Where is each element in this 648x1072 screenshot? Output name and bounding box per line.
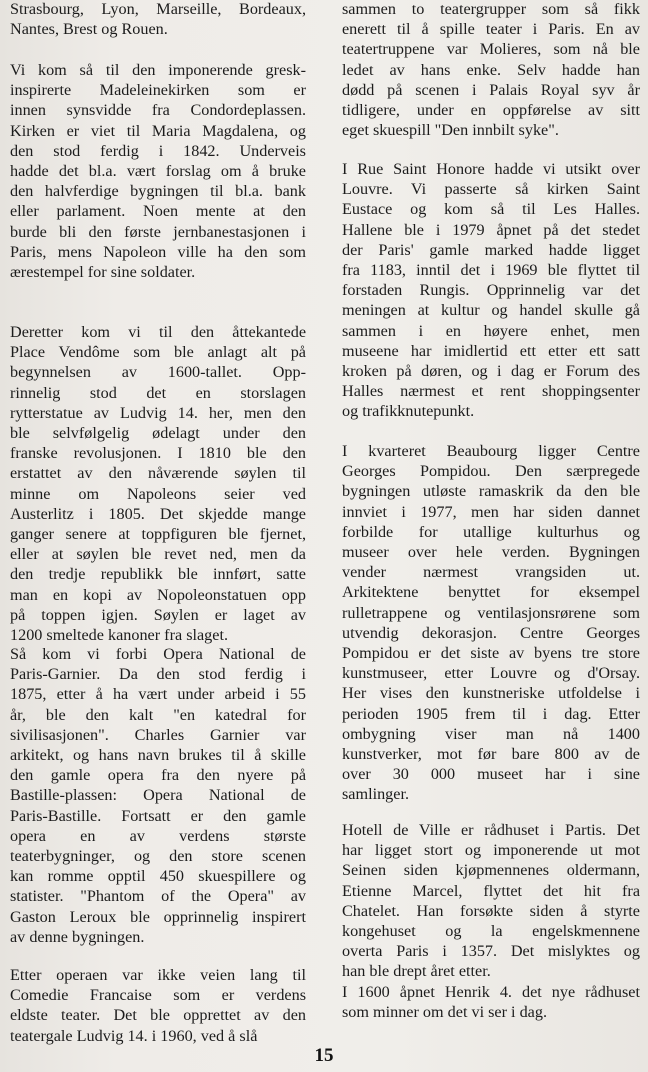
text-line: teaterbygninger, og den store scenen <box>10 847 306 866</box>
text-line: eller at søylen ble revet ned, men da <box>10 545 306 564</box>
text-line: Strasbourg, Lyon, Marseille, Bordeaux, <box>10 0 306 18</box>
text-line: Vi kom så til den imponerende gresk- <box>10 61 306 79</box>
text-line: burde bli den første jernbanestasjonen i <box>10 222 306 241</box>
text-line: eget skuespill "Den innbilt syke". <box>342 121 559 140</box>
text-line: Eustace og kom så til Les Halles. <box>342 200 640 219</box>
text-line: I Rue Saint Honore hadde vi utsikt over <box>342 160 640 178</box>
text-line: Nantes, Brest og Rouen. <box>10 20 168 39</box>
right_column-paragraph-2 <box>342 159 640 422</box>
text-line: inspirerte Madeleinekirken som er <box>10 81 306 100</box>
text-line: sammen i en høyere enhet, men <box>342 321 640 340</box>
text-line: overta Paris i 1357. Det mislyktes og <box>342 942 640 961</box>
text-line: ganger senere at toppfiguren ble fjernet, <box>10 525 306 544</box>
page-number: 15 <box>314 1045 334 1066</box>
text-line: Etienne Marcel, flyttet det hit fra <box>342 881 640 900</box>
left_column-paragraph-5 <box>10 965 306 1046</box>
text-line: museer over hele verden. Bygningen <box>342 543 640 562</box>
text-line: teatertruppene var Molieres, som nå ble <box>342 40 640 59</box>
text-line: Louvre. Vi passerte så kirken Saint <box>342 180 640 199</box>
text-line: Austerlitz i 1805. Det skjedde mange <box>10 504 306 523</box>
text-line: Pompidou er det siste av byens tre store <box>342 644 640 663</box>
text-line: har ligget stort og imponerende ut mot <box>342 841 640 860</box>
text-line: meningen at kultur og handel skulle gå <box>342 301 640 320</box>
text-line: over 30 000 museet har i sine <box>342 765 640 784</box>
text-line: begynnelsen av 1600-tallet. Opp- <box>10 363 306 382</box>
text-line: I 1600 åpnet Henrik 4. det nye rådhuset <box>342 983 640 1001</box>
text-line: kongehuset og la engelskmennene <box>342 922 640 941</box>
text-line: Place Vendôme som ble anlagt alt på <box>10 343 306 362</box>
text-line: den tredje republikk ble innført, satte <box>10 565 306 584</box>
text-line: Paris-Garnier. Da den stod ferdig i <box>10 665 306 684</box>
text-line: Halles nærmest et rent shoppingsenter <box>342 382 640 401</box>
text-line: Hotell de Ville er rådhuset i Partis. Det <box>342 821 640 839</box>
text-line: forstaden Rungis. Opprinnelig var det <box>342 281 640 300</box>
left_column-paragraph-4 <box>10 644 306 947</box>
text-line: eldste teater. Det ble opprettet av den <box>10 1006 306 1025</box>
text-line: rytterstatue av Ludvig 14. her, men den <box>10 403 306 422</box>
text-line: arkitekt, og hans navn brukes til å skille <box>10 746 306 765</box>
text-line: I kvarteret Beaubourg ligger Centre <box>342 442 640 460</box>
text-line: og trafikknutepunkt. <box>342 402 475 421</box>
text-line: innviet i 1977, men har siden dannet <box>342 502 640 521</box>
text-line: enerett til å spille teater i Paris. En av <box>342 20 640 39</box>
text-line: kan romme opptil 450 skuespillere og <box>10 867 306 886</box>
text-line: 1200 smeltede kanoner fra slaget. <box>10 626 229 645</box>
text-line: kroken på døren, og i dag er Forum des <box>342 362 640 381</box>
text-line: tidligere, under en oppførelse av sitt <box>342 101 640 120</box>
text-line: han ble drept året etter. <box>342 962 491 981</box>
text-line: hadde det bl.a. vært forslag om å bruke <box>10 162 306 181</box>
text-line: Her vises den kunstneriske utfoldelse i <box>342 684 640 703</box>
text-line: erstattet av den nåværende søylen til <box>10 464 306 483</box>
text-line: rinnelig stod det en storslagen <box>10 383 306 402</box>
text-line: av denne bygningen. <box>10 927 145 946</box>
left_column-paragraph-2 <box>10 60 306 282</box>
text-line: franske revolusjonen. I 1810 ble den <box>10 444 306 463</box>
text-line: fra 1183, inntil det i 1969 ble flyttet til <box>342 261 640 280</box>
text-line: Bastille-plassen: Opera National de <box>10 786 306 805</box>
text-line: sammen to teatergrupper som så fikk <box>342 0 640 18</box>
text-line: utvendig dekorasjon. Centre Georges <box>342 623 640 642</box>
text-line: Etter operaen var ikke veien lang til <box>10 966 306 984</box>
text-line: den stod ferdig i 1842. Underveis <box>10 141 306 160</box>
text-line: samlinger. <box>342 785 409 804</box>
text-line: Hallene ble i 1979 åpnet på det stedet <box>342 220 640 239</box>
text-line: 1875, etter å ha vært under arbeid i 55 <box>10 685 306 704</box>
text-line: sivilisasjonen". Charles Garnier var <box>10 725 306 744</box>
text-line: forbilde for utallige kulturhus og <box>342 522 640 541</box>
text-line: minne om Napoleons seier ved <box>10 484 306 503</box>
left_column-paragraph-3 <box>10 322 306 645</box>
text-line: den halvferdige bygningen til bl.a. bank <box>10 182 306 201</box>
text-line: ledet av hans enke. Selv hadde han <box>342 60 640 79</box>
text-line: bygningen utløste ramaskrik da den ble <box>342 482 640 501</box>
text-line: som minner om det vi ser i dag. <box>342 1003 548 1022</box>
right_column-paragraph-3 <box>342 441 640 805</box>
left_column-paragraph-1 <box>10 0 306 39</box>
text-line: der Paris' gamle marked hadde ligget <box>342 240 640 259</box>
right_column-paragraph-1 <box>342 0 640 140</box>
text-line: rulletrappene og ventilasjonsrørene som <box>342 603 640 622</box>
right_column-paragraph-4 <box>342 820 640 982</box>
text-line: ærestempel for sine soldater. <box>10 263 196 282</box>
text-line: Gaston Leroux ble opprinnelig inspirert <box>10 907 306 926</box>
text-line: innen synsvidde fra Condordeplassen. <box>10 101 306 120</box>
text-line: Deretter kom vi til den åttekantede <box>10 323 306 341</box>
text-line: statister. "Phantom of the Opera" av <box>10 887 306 906</box>
text-line: Paris-Bastille. Fortsatt er den gamle <box>10 806 306 825</box>
text-line: ble selvfølgelig ødelagt under den <box>10 424 306 443</box>
text-line: ombygning viser man nå 1400 <box>342 724 640 743</box>
text-line: Arkitektene benyttet for eksempel <box>342 583 640 602</box>
text-line: Georges Pompidou. Den særpregede <box>342 462 640 481</box>
text-line: teatergale Ludvig 14. i 1960, ved å slå <box>10 1026 258 1045</box>
text-line: år, ble den kalt "en katedral for <box>10 705 306 724</box>
text-line: perioden 1905 frem til i dag. Etter <box>342 704 640 723</box>
text-line: opera en av verdens største <box>10 826 306 845</box>
text-line: Seinen siden kjøpmennenes oldermann, <box>342 861 640 880</box>
text-line: Chatelet. Han forsøkte siden å styrte <box>342 901 640 920</box>
text-line: kunstmuseer, etter Louvre og d'Orsay. <box>342 664 640 683</box>
text-line: eller parlament. Noen mente at den <box>10 202 306 221</box>
right_column-paragraph-5 <box>342 982 640 1022</box>
text-line: den gamle opera fra den nyere på <box>10 766 306 785</box>
text-line: vender nærmest vrangsiden ut. <box>342 563 640 582</box>
text-line: kunstverker, mot før bare 800 av de <box>342 745 640 764</box>
text-line: dødd på scenen i Palais Royal syv år <box>342 80 640 99</box>
text-line: museene har imidlertid ett etter ett satt <box>342 341 640 360</box>
text-line: Comedie Francaise som er verdens <box>10 986 306 1005</box>
text-line: Så kom vi forbi Opera National de <box>10 645 306 663</box>
text-line: man en kopi av Nopoleonstatuen opp <box>10 585 306 604</box>
text-line: Paris, mens Napoleon ville ha den som <box>10 242 306 261</box>
text-line: Kirken er viet til Maria Magdalena, og <box>10 121 306 140</box>
text-line: på toppen igjen. Søylen er laget av <box>10 605 306 624</box>
